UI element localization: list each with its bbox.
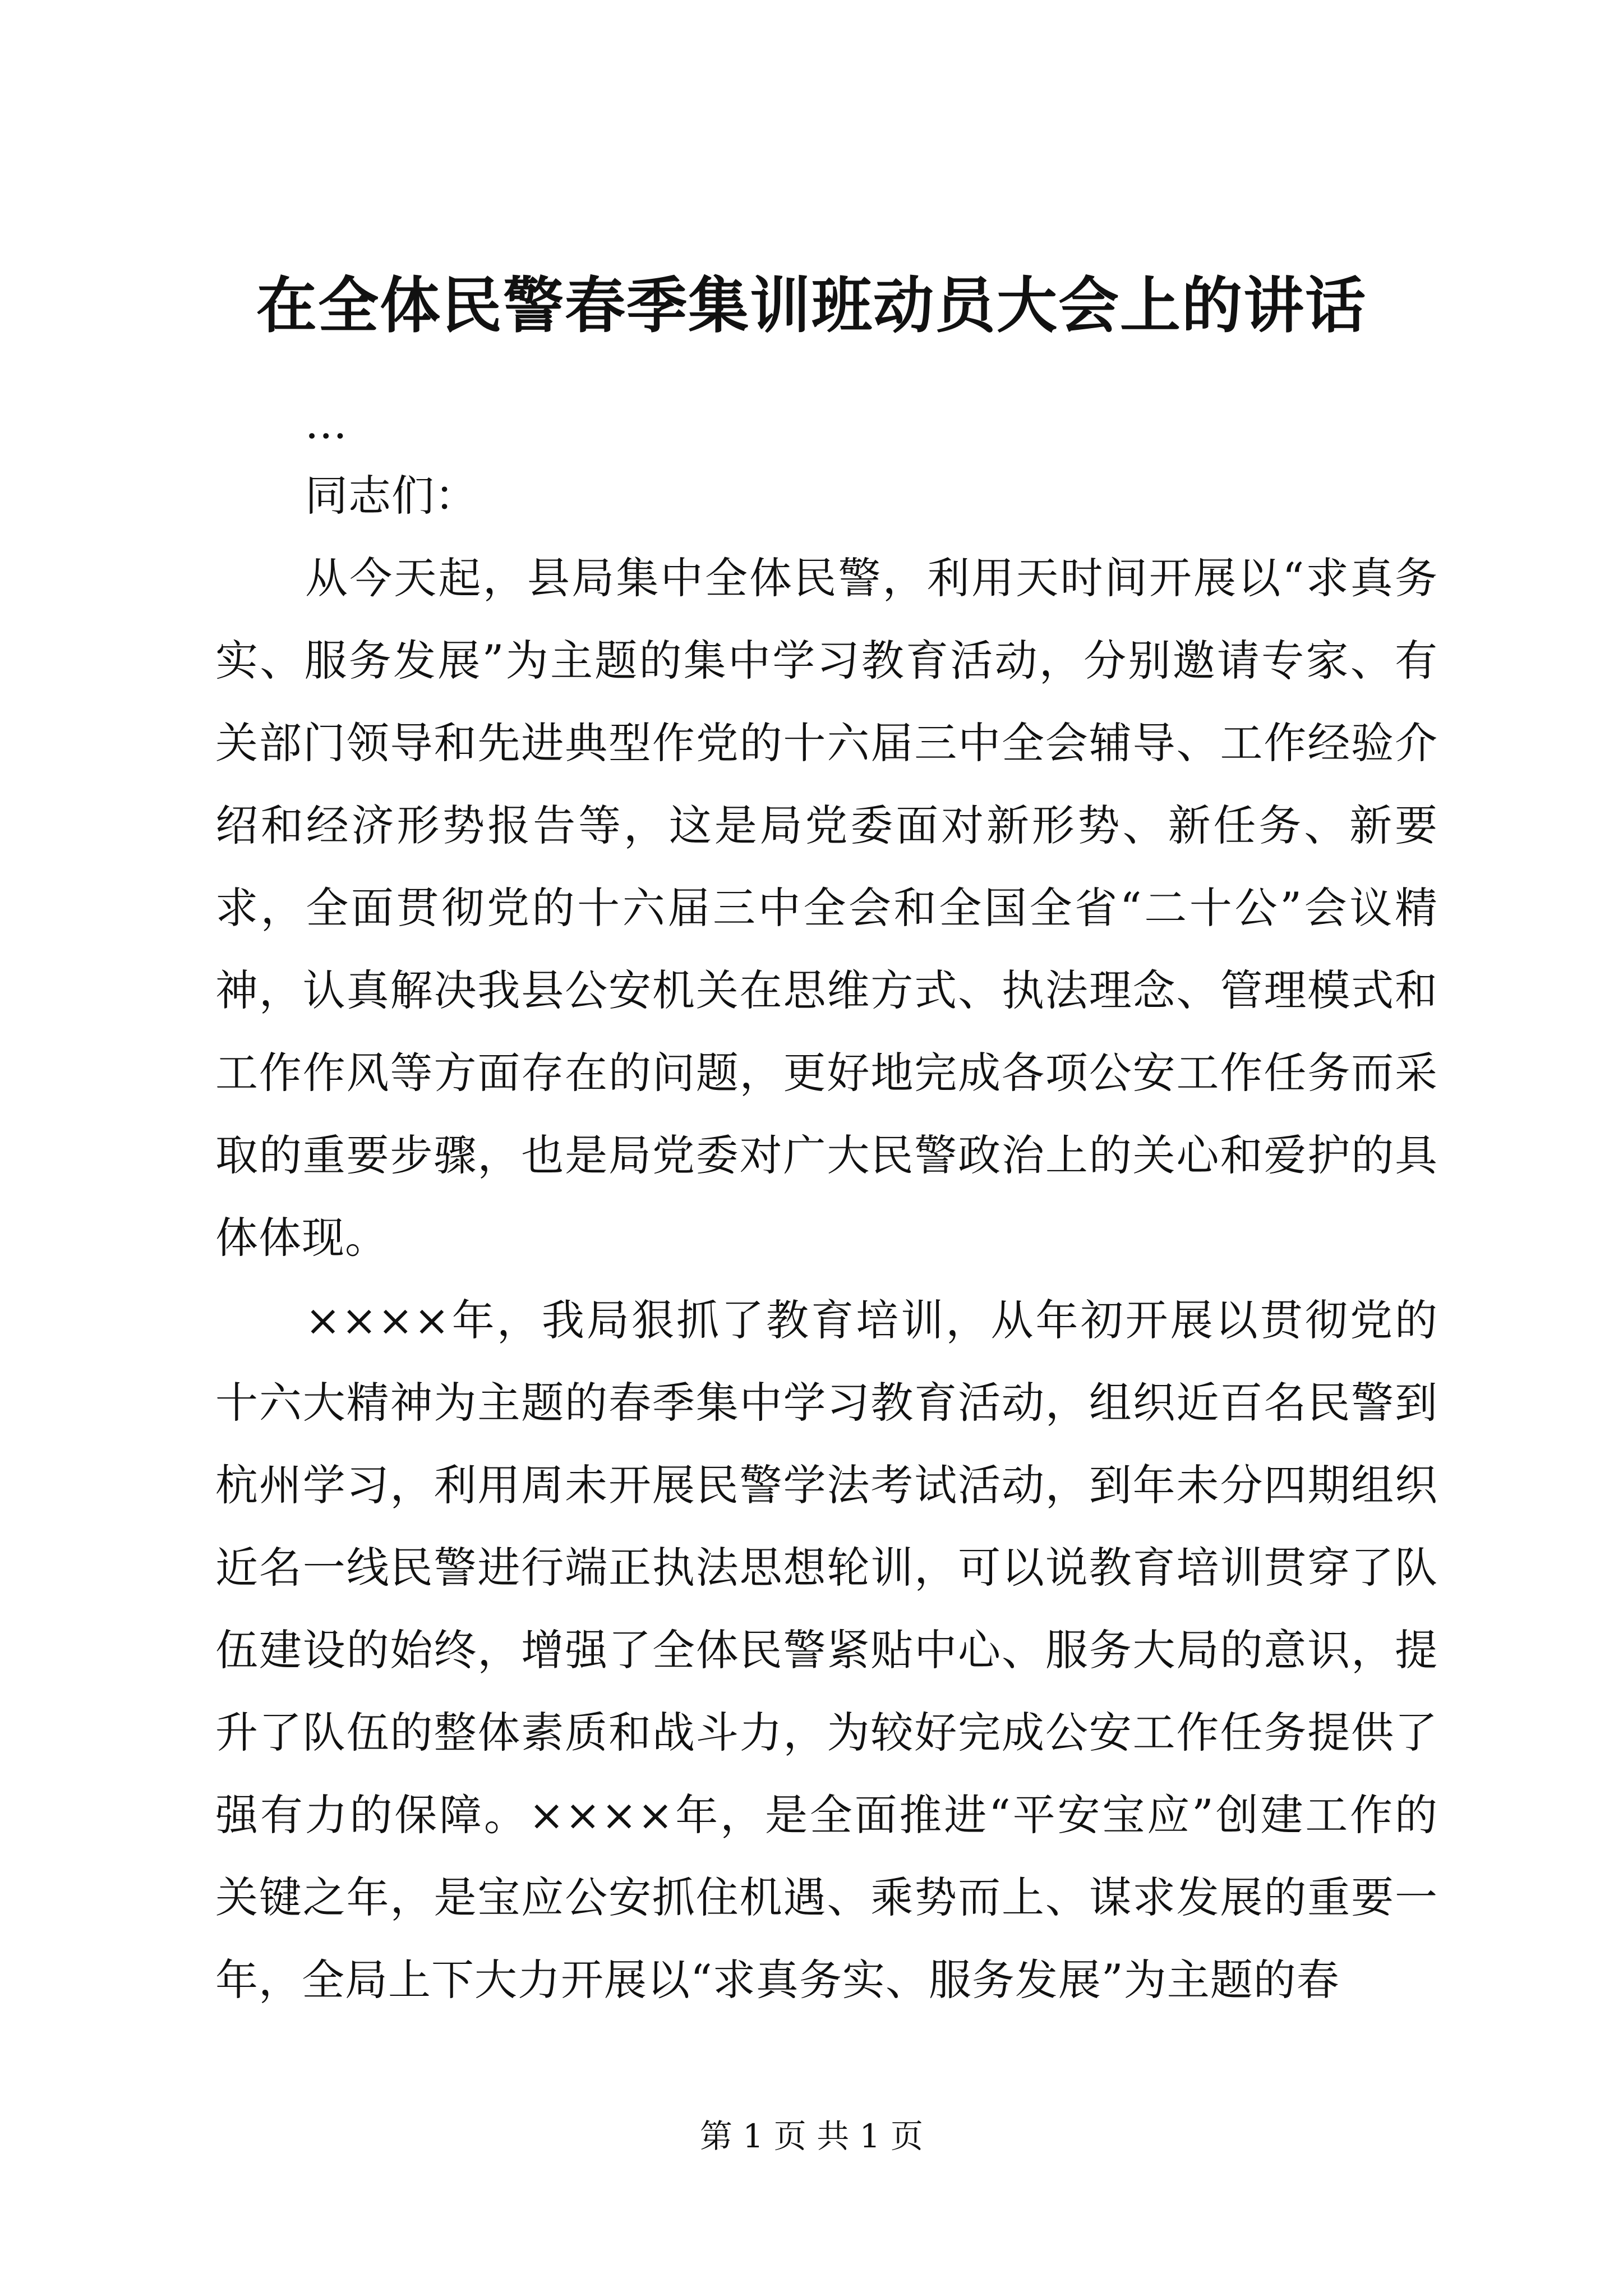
document-title: 在全体民警春季集训班动员大会上的讲话 [256,270,1367,341]
paragraph-1: 从今天起，县局集中全体民警，利用天时间开展以“求真务实、服务发展”为主题的集中学习教育活动，分别邀请专家、有关部门领导和先进典型作党的十六届三中全会辅导、工作经验介绍和经济形势报告等，这是局党委面对新形势、新任务、新要求，全面贯彻党的十六届三中全会和全国全省“二十公”会议精神，认真解决我县公安机关在思维方式、执法理念、管理模式和工作作风等方面存在的问题，更好地完成各项公安工作任务而采取的重要步骤，也是局党委对广大民警政治上的关心和爱护的具体体现。 [215,553,1438,1263]
salutation: 同志们： [305,471,478,521]
ellipsis-line: ... [305,398,348,448]
page-footer: 第 1 页 共 1 页 [700,2117,923,2155]
document-body [215,393,1438,2021]
paragraph-2: ××××年，我局狠抓了教育培训，从年初开展以贯彻党的十六大精神为主题的春季集中学习教育活动，组织近百名民警到杭州学习，利用周未开展民警学法考试活动，到年未分四期组织近名一线民警进行端正执法思想轮训，可以说教育培训贯穿了队伍建设的始终，增强了全体民警紧贴中心、服务大局的意识，提升了队伍的整体素质和战斗力，为较好完成公安工作任务提供了强有力的保障。××××年，是全面推进“平安宝应”创建工作的关键之年，是宝应公安抓住机遇、乘势而上、谋求发展的重要一年，全局上下大力开展以“求真务实、服务发展”为主题的春 [215,1295,1438,2005]
